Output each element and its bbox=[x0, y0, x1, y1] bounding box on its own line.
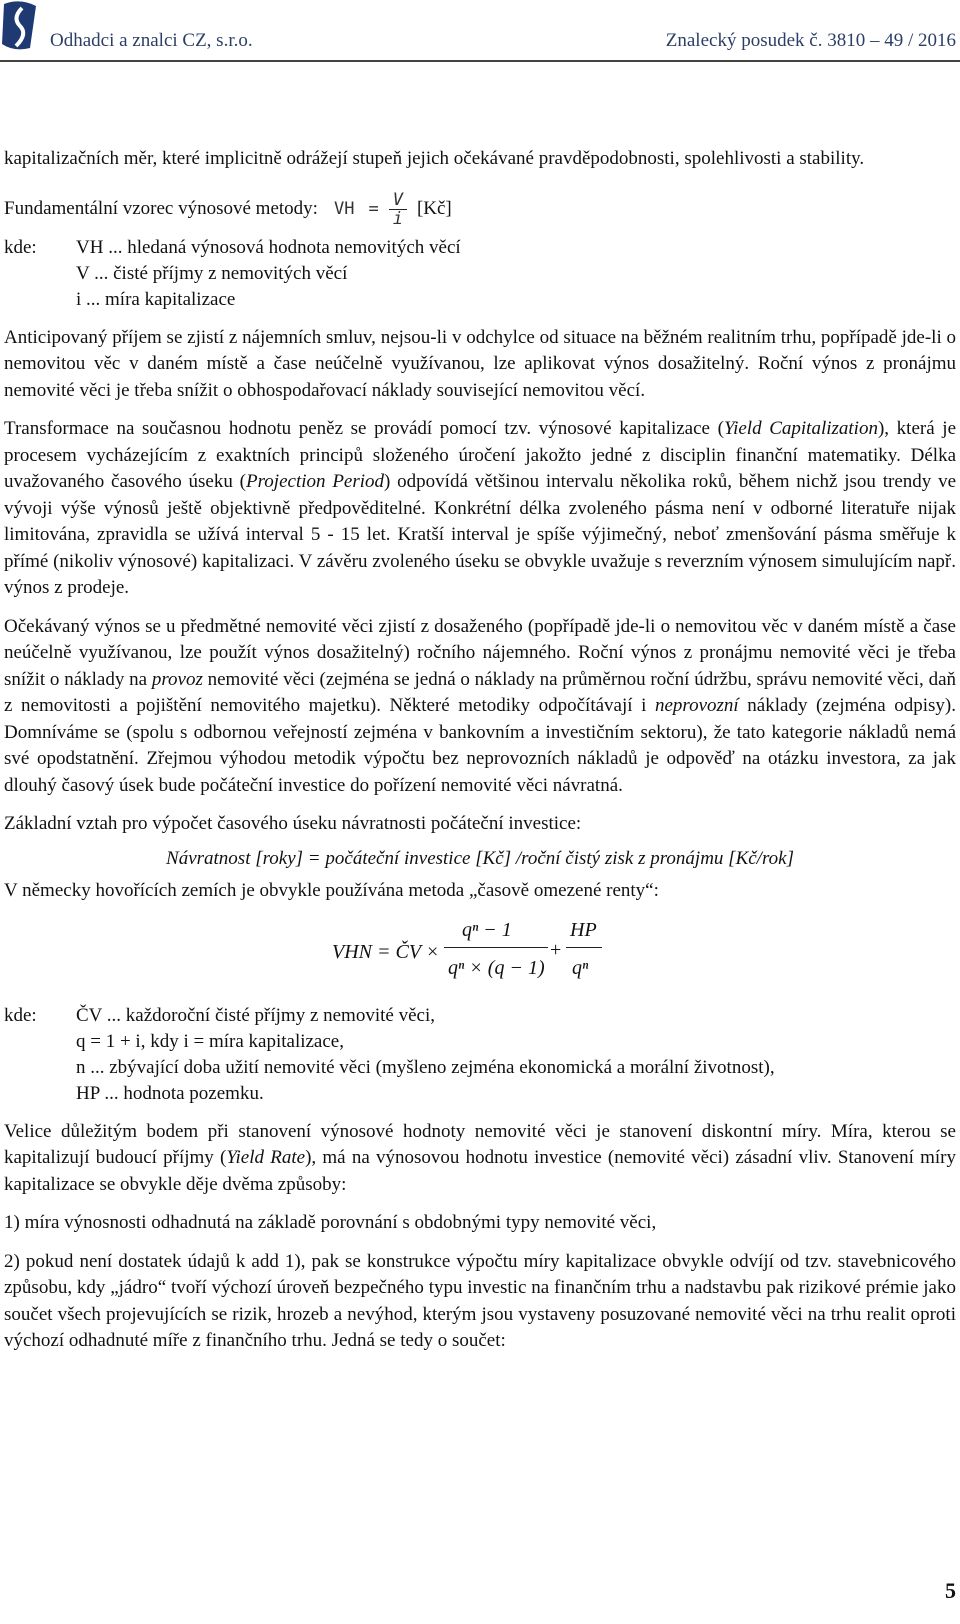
formula-label: Fundamentální vzorec výnosové metody: bbox=[4, 198, 318, 220]
vhn-denominator-2: qⁿ bbox=[572, 956, 589, 979]
return-formula: Návratnost [roky] = počáteční investice [Kč] /roční čistý zisk z pronájmu [Kč/rok] bbox=[166, 847, 794, 869]
legend-item: ČV ... každoroční čisté příjmy z nemovité věci, bbox=[76, 1004, 435, 1026]
formula-lhs: VH bbox=[333, 199, 355, 220]
paragraph-method-1: 1) míra výnosnosti odhadnutá na základě porovnání s obdobnými typy nemovité věci, bbox=[4, 1212, 657, 1233]
document-number: Znalecký posudek č. 3810 – 49 / 2016 bbox=[665, 30, 956, 51]
formula-denominator: i bbox=[392, 209, 403, 229]
page-number: 5 bbox=[945, 1578, 956, 1603]
vhn-denominator-1: qⁿ × (q − 1) bbox=[448, 956, 545, 979]
legend-fundamental bbox=[4, 235, 956, 313]
paragraph-basic-relation: Základní vztah pro výpočet časového úseku návratnosti počáteční investice: bbox=[4, 813, 582, 834]
term-neprovozni: neprovozní bbox=[654, 695, 739, 716]
formula-unit: [Kč] bbox=[416, 198, 452, 220]
header-divider bbox=[0, 60, 960, 62]
paragraph-anticipated-income: Anticipovaný příjem se zjistí z nájemních smluv, nejsou-li v odchylce od situace na běžném realitním trhu, popřípadě jde-li o nemovitou věc v daném místě a čase neúčelně využívanou, lze aplikovat výnos dosažitelný. Roční výnos z pronájmu nemovité věci je třeba snížit o obhospodařovací náklady související nemovitou věcí. bbox=[4, 326, 956, 401]
legend-item: n ... zbývající doba užití nemovité věci (myšleno zejména ekonomická a morální životnost), bbox=[76, 1056, 775, 1078]
document-body bbox=[4, 146, 956, 1355]
term-provoz: provoz bbox=[151, 668, 203, 690]
legend-item: VH ... hledaná výnosová hodnota nemovitých věcí bbox=[76, 236, 461, 258]
paragraph-transformation: Transformace na současnou hodnotu peněz se provádí pomocí tzv. výnosové kapitalizace (Yield Capitalization), která je procesem vycházejícím z exaktních principů složeného úročení jakožto jedné z disciplin finanční matematiky. Délka uvažovaného časového úseku (Projection Period) odpovídá většinou intervalu několika roků, během nichž jsou trendy ve vývoji výše výnosů ještě objektivně předpověditelné. Konkrétní délka zvoleného pásma není v odborné literatuře nijak limitována, zpravidla se užívá interval 5 - 15 let. Kratší interval je spíše výjimečný, neboť zmenšování pásma směřuje k přímé (nikoliv výnosové) kapitalizaci. V závěru zvoleného úseku se obvykle uvažuje s reverzním výnosem simulujícím např. výnos z prodeje. bbox=[4, 418, 957, 598]
paragraph-german-method: V německy hovořících zemích je obvykle používána metoda „časově omezené renty“: bbox=[4, 880, 659, 901]
legend-item: i ... míra kapitalizace bbox=[76, 288, 236, 310]
page-header bbox=[0, 0, 960, 62]
formula-numerator: V bbox=[389, 191, 407, 210]
formula-fraction bbox=[389, 191, 407, 228]
legend-item: HP ... hodnota pozemku. bbox=[76, 1082, 264, 1104]
legend-vhn bbox=[4, 1003, 956, 1107]
paragraph-method-2: 2) pokud není dostatek údajů k add 1), pak se konstrukce výpočtu míry kapitalizace obvykle odvíjí od tzv. stavebnicového způsobu, kdy „jádro“ tvoří výchozí úroveň bezpečného typu investic na finančním trhu a nadstavbu pak rizikové prémie jako součet všech projevujících se rizik, hrozeb a nevýhod, kterým jsou vystaveny posuzované nemovité věci na trhu realit oproti výchozí odhadnuté míře z finančního trhu. Jedná se tedy o součet: bbox=[4, 1250, 956, 1351]
term-yield-rate: Yield Rate bbox=[226, 1147, 306, 1168]
term-projection-period: Projection Period bbox=[246, 471, 385, 492]
paragraph-discount-rate: Velice důležitým bodem při stanovení výnosové hodnoty nemovité věci je stanovení diskontní míry. Míra, kterou se kapitalizují budoucí příjmy (Yield Rate), má na výnosovou hodnotu investice (nemovité věci) zásadní vliv. Stanovení míry kapitalizace se obvykle děje dvěma způsoby: bbox=[4, 1120, 956, 1195]
legend-item: q = 1 + i, kdy i = míra kapitalizace, bbox=[76, 1030, 344, 1052]
legend-label: kde: bbox=[4, 1004, 37, 1026]
vhn-plus: + bbox=[550, 938, 562, 961]
legend-item: V ... čisté příjmy z nemovitých věcí bbox=[76, 262, 348, 284]
company-name: Odhadci a znalci CZ, s.r.o. bbox=[50, 30, 253, 51]
vhn-fraction-line-2 bbox=[566, 947, 602, 948]
company-logo-icon bbox=[0, 0, 40, 52]
vhn-fraction-line-1 bbox=[444, 947, 548, 948]
vhn-formula bbox=[4, 909, 956, 995]
paragraph-expected-yield: Očekávaný výnos se u předmětné nemovité věci zjistí z dosaženého (popřípadě jde-li o nemovitou věc v daném místě a čase neúčelně využívanou, lze použít výnos dosažitelný) ročního nájemného. Roční výnos z pronájmu nemovité věci je třeba snížit o náklady na provoz nemovité věci (zejména se jedná o náklady na průměrnou roční údržbu, správu nemovité věci, daň z nemovitosti a pojištění nemovitého majetku). Některé metodiky odpočítávají i neprovozní náklady (zejména odpisy). Domníváme se (spolu s odbornou veřejností zejména v bankovním a investičním sektoru), že tato kategorie nákladů nemá své opodstatnění. Zřejmou výhodou metodik výpočtu bez neprovozních nákladů je odpověď na otázku investora, za jak dlouhý časový úsek bude počáteční investice do pořízení nemovité věci návratná. bbox=[4, 615, 956, 796]
vhn-lhs: VHN = ČV × bbox=[332, 940, 440, 963]
term-yield-capitalization: Yield Capitalization bbox=[723, 418, 878, 439]
paragraph-intro: kapitalizačních měr, které implicitně odrážejí stupeň jejich očekávané pravděpodobnosti, spolehlivosti a stability. bbox=[4, 148, 865, 169]
legend-label: kde: bbox=[4, 236, 37, 258]
vhn-numerator-1: qⁿ − 1 bbox=[462, 918, 512, 941]
vhn-numerator-2: HP bbox=[570, 918, 597, 941]
formula-equals: = bbox=[368, 199, 379, 220]
fundamental-formula bbox=[4, 185, 956, 235]
